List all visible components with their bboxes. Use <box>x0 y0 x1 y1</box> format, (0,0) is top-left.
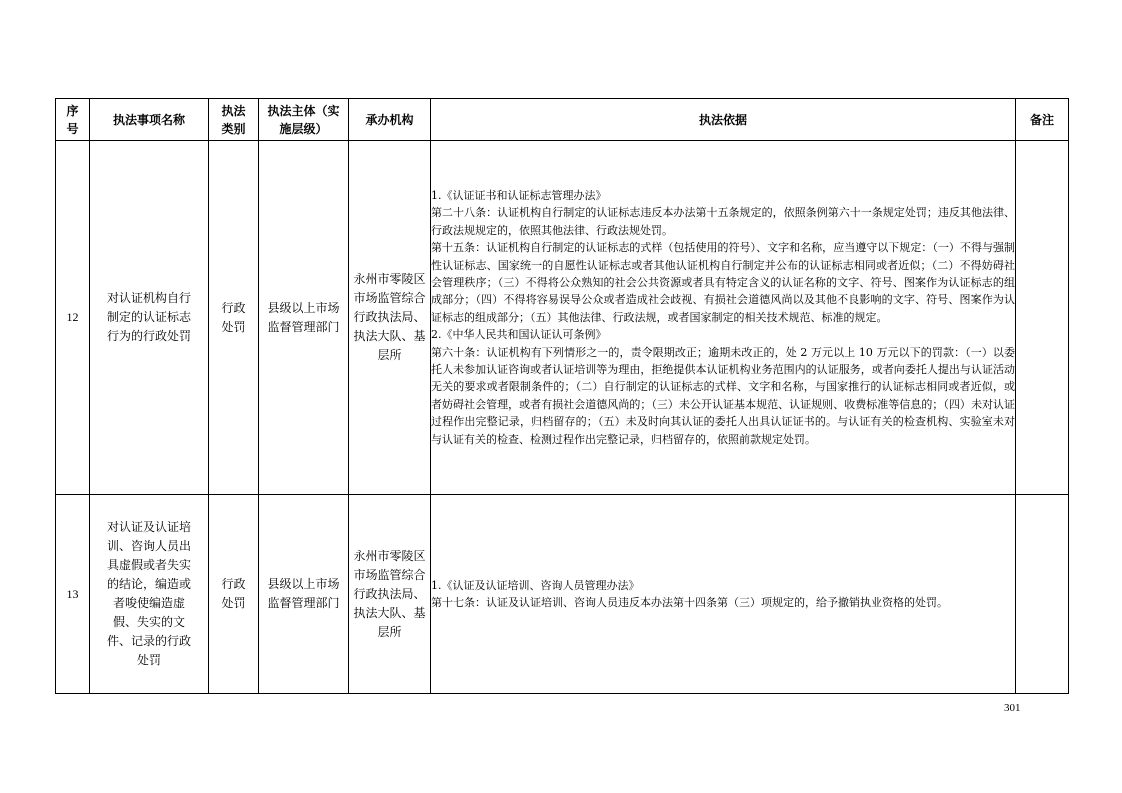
row-seq: 13 <box>56 495 90 694</box>
basis-line: 第十五条：认证机构自行制定的认证标志的式样（包括使用的符号）、文字和名称，应当遵守以下规定：（一）不得与强制性认证标志、国家统一的自愿性认证标志或者其他认证机构自行制定并公布的认证标志相同或者近似；（二）不得妨碍社会管理秩序；（三）不得将公众熟知的社会公共资源或者具有特定含义的认证名称的文字、符号、图案作为认证标志的组成部分；（四）不得将容易误导公众或者造成社会歧视、有损社会道德风尚以及其他不良影响的文字、符号、图案作为认证标志的组成部分；（五）其他法律、行政法规，或者国家制定的相关技术规范、标准的规定。 <box>431 241 1015 324</box>
row-remark <box>1016 141 1069 495</box>
header-basis: 执法依据 <box>431 99 1016 141</box>
row-subject: 县级以上市场监督管理部门 <box>259 495 349 694</box>
basis-line: 1.《认证证书和认证标志管理办法》 <box>431 188 607 202</box>
basis-line: 2.《中华人民共和国认证认可条例》 <box>431 328 607 342</box>
basis-line: 第十七条：认证及认证培训、咨询人员违反本办法第十四条第（三）项规定的，给予撤销执业资格的处罚。 <box>431 596 948 609</box>
header-org: 承办机构 <box>349 99 431 141</box>
basis-line: 第二十八条：认证机构自行制定的认证标志违反本办法第十五条规定的，依照条例第六十一条规定处罚；违反其他法律、行政法规规定的，依照其他法律、行政法规处罚。 <box>431 206 1015 237</box>
row-org: 永州市零陵区市场监管综合行政执法局、执法大队、基层所 <box>349 141 431 495</box>
enforcement-table <box>55 98 1069 694</box>
row-item-name: 对认证及认证培训、咨询人员出具虚假或者失实的结论，编造或者唆使编造虚假、失实的文件、记录的行政处罚 <box>90 495 209 694</box>
table-row <box>56 495 1069 694</box>
row-seq: 12 <box>56 141 90 495</box>
header-seq: 序号 <box>56 99 90 141</box>
basis-line: 第六十条：认证机构有下列情形之一的，责令限期改正；逾期未改正的，处 2 万元以上 10 万元以下的罚款：（一）以委托人未参加认证咨询或者认证培训等为理由，拒绝提供本认证机构业务范围内的认证服务，或者向委托人提出与认证活动无关的要求或者限制条件的；（二）自行制定的认证标志的式样、文字和名称，与国家推行的认证标志相同或者近似，或者妨碍社会管理，或者有损社会道德风尚的；（三）未公开认证基本规范、认证规则、收费标准等信息的；（四）未对认证过程作出完整记录，归档留存的；（五）未及时向其认证的委托人出具认证证书的。与认证有关的检查机构、实验室未对与认证有关的检查、检测过程作出完整记录，归档留存的，依照前款规定处罚。 <box>431 345 1015 446</box>
page-number: 301 <box>1004 702 1021 714</box>
row-category: 行政处罚 <box>209 495 259 694</box>
header-category: 执法类别 <box>209 99 259 141</box>
row-remark <box>1016 495 1069 694</box>
row-item-name: 对认证机构自行制定的认证标志行为的行政处罚 <box>90 141 209 495</box>
row-subject: 县级以上市场监督管理部门 <box>259 141 349 495</box>
row-basis <box>431 141 1016 495</box>
table-row <box>56 141 1069 495</box>
header-name: 执法事项名称 <box>90 99 209 141</box>
header-remark: 备注 <box>1016 99 1069 141</box>
row-basis <box>431 495 1016 694</box>
header-subject: 执法主体（实施层级） <box>259 99 349 141</box>
header-row <box>56 99 1069 141</box>
row-org: 永州市零陵区市场监管综合行政执法局、执法大队、基层所 <box>349 495 431 694</box>
basis-line: 1.《认证及认证培训、咨询人员管理办法》 <box>431 578 640 592</box>
row-category: 行政处罚 <box>209 141 259 495</box>
